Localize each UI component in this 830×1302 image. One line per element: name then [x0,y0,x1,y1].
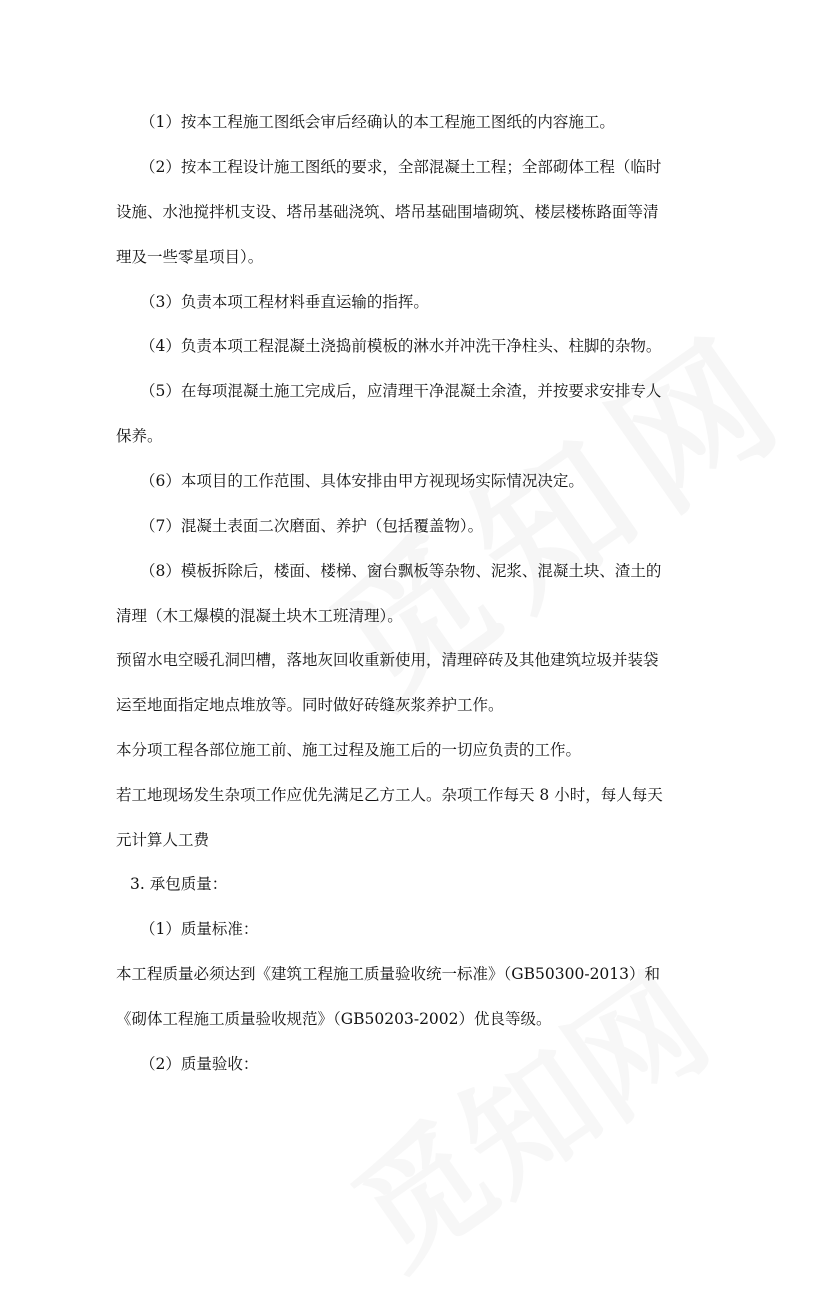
paragraph-line-3: 设施、水池搅拌机支设、塔吊基础浇筑、塔吊基础围墙砌筑、楼层楼栋路面等清 [116,203,659,221]
paragraph-line-11: （8）模板拆除后，楼面、楼梯、窗台飘板等杂物、泥浆、混凝土块、渣土的 [140,562,662,580]
paragraph-line-14: 运至地面指定地点堆放等。同时做好砖缝灰浆养护工作。 [116,696,504,714]
paragraph-line-16: 若工地现场发生杂项工作应优先满足乙方工人。杂项工作每天 8 小时，每人每天 [116,786,663,804]
paragraph-line-10: （7）混凝土表面二次磨面、养护（包括覆盖物）。 [140,517,484,535]
paragraph-line-5: （3）负责本项工程材料垂直运输的指挥。 [140,293,429,311]
paragraph-line-9: （6）本项目的工作范围、具体安排由甲方视现场实际情况决定。 [140,472,584,490]
paragraph-line-21: 《砌体工程施工质量验收规范》（GB50203-2002）优良等级。 [116,1010,552,1028]
paragraph-line-22: （2）质量验收： [140,1055,259,1073]
paragraph-line-8: 保养。 [116,427,163,445]
paragraph-line-20: 本工程质量必须达到《建筑工程施工质量验收统一标准》（GB50300-2013）和 [116,965,661,983]
paragraph-line-17: 元计算人工费 [116,831,210,849]
paragraph-line-7: （5）在每项混凝土施工完成后，应清理干净混凝土余渣，并按要求安排专人 [140,382,662,400]
paragraph-line-12: 清理（木工爆模的混凝土块木工班清理）。 [116,607,403,625]
paragraph-line-1: （1）按本工程施工图纸会审后经确认的本工程施工图纸的内容施工。 [140,113,615,131]
paragraph-line-2: （2）按本工程设计施工图纸的要求，全部混凝土工程；全部砌体工程（临时 [140,158,662,176]
section-heading: 3. 承包质量： [130,875,228,893]
paragraph-line-4: 理及一些零星项目）。 [116,248,264,266]
paragraph-line-15: 本分项工程各部位施工前、施工过程及施工后的一切应负责的工作。 [116,741,582,759]
paragraph-line-19: （1）质量标准： [140,920,259,938]
paragraph-line-6: （4）负责本项工程混凝土浇捣前模板的淋水并冲洗干净柱头、柱脚的杂物。 [140,337,662,355]
paragraph-line-13: 预留水电空暖孔洞凹槽，落地灰回收重新使用，清理碎砖及其他建筑垃圾并装袋 [116,651,659,669]
